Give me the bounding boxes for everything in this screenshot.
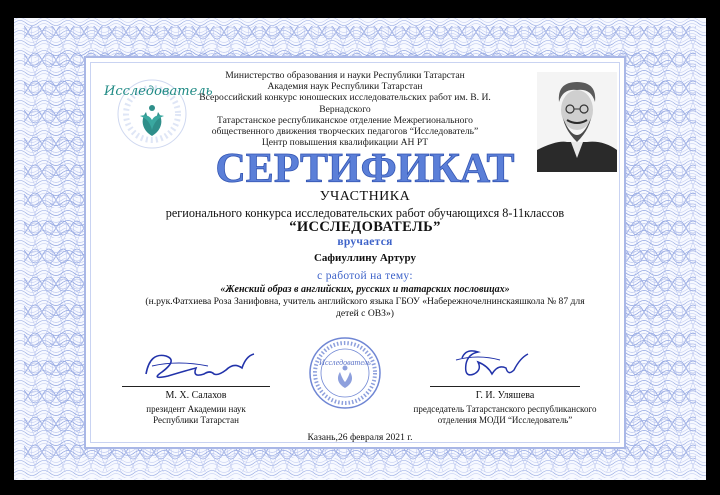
signatory-right-role-line: председатель Татарстанского республиканского: [413, 404, 597, 414]
header-line: Академия наук Республики Татарстан: [267, 81, 423, 93]
supervisor-line: (н.рук.Фатхиева Роза Занифовна, учитель английского языка ГБОУ «Набережночелнинскаяшкола № 87 для: [145, 296, 585, 307]
issue-date: Казань,26 февраля 2021 г.: [307, 432, 413, 443]
signatory-left-role-line: Республики Татарстан: [153, 414, 239, 425]
signature-left: [138, 346, 268, 386]
signature-line-right: [430, 386, 580, 387]
title-text: СЕРТИФИКАТ: [215, 148, 515, 188]
signatory-left-role-line: президент Академии наук: [146, 404, 246, 414]
header-line: Министерство образования и науки Республики Татарстан: [225, 70, 465, 81]
signatory-right-name: Г. И. Уляшева: [475, 390, 535, 401]
header-line: общественного движения творческих педагогов “Исследователь”: [211, 126, 479, 138]
with-work-label: с работой на тему:: [317, 270, 413, 282]
signature-right: [448, 344, 548, 386]
contest-description: регионального конкурса исследовательских работ обучающихся 8-11классов: [165, 206, 565, 220]
logo-text: Исследователь: [104, 84, 213, 99]
supervisor-block: [108, 296, 622, 320]
header-line: Татарстанское республиканское отделение Межрегионального: [217, 114, 473, 126]
dove-icon: [140, 105, 164, 136]
supervisor-line: детей с ОВЗ»): [336, 308, 394, 319]
portrait: [537, 72, 617, 172]
portrait-icon: [537, 72, 617, 172]
work-topic: «Женский образ в английских, русских и татарских пословицах»: [220, 284, 510, 295]
header-line: Центр повышения квалификации АН РТ: [261, 137, 429, 149]
signatory-right-role-line: отделения МОДИ “Исследователь”: [437, 414, 573, 425]
recipient-name: Сафиуллину Артуру: [313, 252, 417, 264]
stamp-text: Исследователь: [319, 358, 371, 367]
header-block: [175, 70, 515, 148]
awarded-label: вручается: [337, 236, 393, 248]
stamp-icon: [308, 336, 382, 410]
signature-line-left: [122, 386, 270, 387]
signatory-left-role: [110, 404, 282, 425]
certificate-title: [200, 148, 530, 188]
signatory-right-role: [396, 404, 614, 425]
participant-label: УЧАСТНИКА: [319, 189, 411, 204]
header-line: Всероссийский конкурс юношеских исследовательских работ им. В. И. Вернадского: [199, 92, 491, 115]
signatory-left-name: М. Х. Салахов: [165, 390, 227, 401]
contest-name: “ИССЛЕДОВАТЕЛЬ”: [289, 219, 441, 235]
